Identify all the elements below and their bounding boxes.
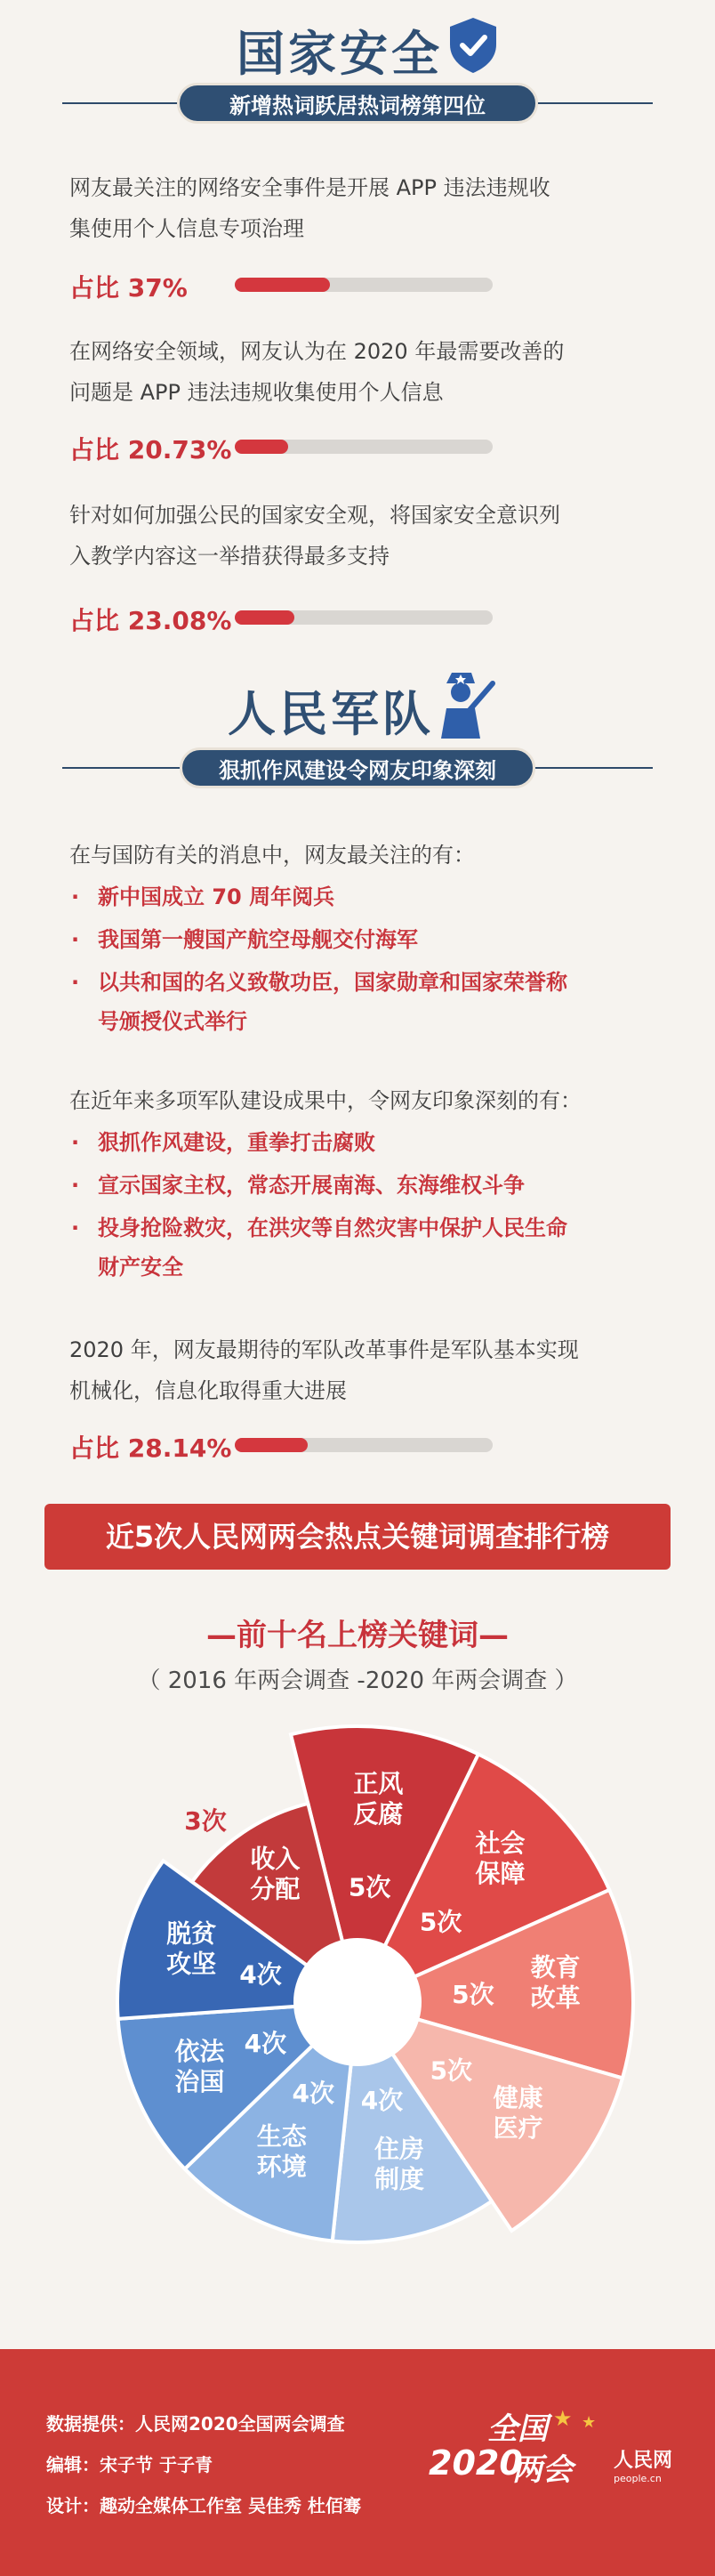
pie-value-label: 4次 bbox=[360, 2086, 404, 2116]
footer-design: 设计：趣动全媒体工作室 吴佳秀 杜佰骞 bbox=[46, 2495, 361, 2516]
section1-item3-text bbox=[69, 495, 639, 577]
ranking-subheading: （ 2016 年两会调查 -2020 年两会调查 ） bbox=[137, 1668, 578, 1694]
section1-title-row bbox=[0, 16, 715, 82]
pie-label: 住房 bbox=[374, 2134, 425, 2164]
section1-item2-line2: 问题是 APP 违法违规收集使用个人信息 bbox=[69, 380, 444, 405]
bullet-dot: · bbox=[71, 970, 80, 995]
pie-label: 环境 bbox=[256, 2152, 307, 2182]
pie-label: 依法 bbox=[174, 2037, 225, 2067]
bullet-dot: · bbox=[71, 884, 80, 909]
soldier-icon bbox=[425, 669, 496, 740]
section1-item2-pct: 占比 20.73% bbox=[69, 435, 232, 464]
pie-label: 生态 bbox=[256, 2121, 307, 2152]
pie-value-label: 4次 bbox=[239, 1959, 282, 1990]
section2-para-line2: 机械化，信息化取得重大进展 bbox=[69, 1378, 347, 1403]
list1-item3-line1: 以共和国的名义致敬功臣，国家勋章和国家荣誉称 bbox=[98, 970, 567, 995]
pie-center-hole bbox=[295, 1940, 420, 2064]
bullet-dot: · bbox=[71, 1130, 80, 1155]
pie-value-label: 4次 bbox=[292, 2078, 335, 2108]
section2-subtitle: 狠抓作风建设令网友印象深刻 bbox=[219, 758, 496, 783]
bullet-dot: · bbox=[71, 927, 80, 952]
section1-title: 国家安全 bbox=[237, 26, 443, 82]
section1-item3-line2: 入教学内容这一举措获得最多支持 bbox=[69, 544, 390, 569]
section2-title-row bbox=[0, 669, 715, 740]
pie-value-label: 5次 bbox=[452, 1979, 494, 2009]
list-item bbox=[71, 1208, 640, 1287]
pie-value-label: 5次 bbox=[430, 2055, 473, 2086]
footer-data-source: 数据提供：人民网2020全国两会调查 bbox=[46, 2413, 345, 2435]
pie-label: 改革 bbox=[530, 1982, 581, 2013]
section1-subtitle: 新增热词跃居热词榜第四位 bbox=[229, 93, 486, 118]
section1-item2-bar bbox=[235, 440, 493, 454]
star-icon: ★ bbox=[582, 2413, 597, 2432]
ranking-banner bbox=[44, 1504, 671, 1570]
pie-label: 脱贫 bbox=[166, 1918, 217, 1949]
section1-item3-pct: 占比 23.08% bbox=[69, 606, 232, 635]
footer-editors: 编辑：宋子节 于子青 bbox=[46, 2454, 213, 2475]
list-item bbox=[71, 1123, 640, 1162]
section1-item3-bar bbox=[235, 610, 493, 625]
shield-check-icon bbox=[446, 16, 500, 75]
section2-title: 人民军队 bbox=[228, 686, 434, 742]
footer bbox=[0, 2349, 715, 2576]
section2-intro1: 在与国防有关的消息中，网友最关注的有： bbox=[69, 843, 475, 868]
section1-item1-line2: 集使用个人信息专项治理 bbox=[69, 216, 304, 241]
pie-label: 收入 bbox=[250, 1844, 301, 1874]
pie-label: 健康 bbox=[493, 2083, 543, 2113]
list-item bbox=[71, 877, 640, 917]
list2-item3-line2: 财产安全 bbox=[98, 1255, 183, 1280]
pie-label: 治国 bbox=[174, 2067, 225, 2097]
pie-label: 社会 bbox=[475, 1828, 526, 1858]
list-item bbox=[71, 963, 640, 1041]
bullet-dot: · bbox=[71, 1215, 80, 1240]
section1-item1-bar-fill bbox=[235, 278, 330, 292]
list2-item3-line1: 投身抢险救灾，在洪灾等自然灾害中保护人民生命 bbox=[98, 1215, 567, 1240]
section1-item1-bar bbox=[235, 278, 493, 292]
section1-item3-bar-fill bbox=[235, 610, 294, 625]
pie-value-label: 5次 bbox=[419, 1907, 462, 1937]
section2-intro2: 在近年来多项军队建设成果中，令网友印象深刻的有： bbox=[69, 1088, 582, 1113]
section1-item1-text bbox=[69, 167, 639, 249]
section1-subtitle-pill bbox=[177, 83, 538, 124]
ranking-banner-text: 近5次人民网两会热点关键词调查排行榜 bbox=[105, 1520, 610, 1554]
pie-value-label: 3次 bbox=[184, 1806, 227, 1837]
ranking-heading: —前十名上榜关键词— bbox=[206, 1618, 509, 1653]
brand-name: 人民网 bbox=[614, 2449, 673, 2472]
section1-item3-line1: 针对如何加强公民的国家安全观，将国家安全意识列 bbox=[69, 503, 560, 528]
section2-bar-fill bbox=[235, 1438, 308, 1452]
lianghui-logo bbox=[429, 2404, 624, 2511]
logo-top: 全国 bbox=[487, 2411, 548, 2447]
pie-value-label: 5次 bbox=[348, 1872, 391, 1902]
list2-item2: 宣示国家主权，常态开展南海、东海维权斗争 bbox=[98, 1173, 525, 1198]
list1-item3-line2: 号颁授仪式举行 bbox=[98, 1009, 247, 1034]
section2-bar bbox=[235, 1438, 493, 1452]
list1-item1: 新中国成立 70 周年阅兵 bbox=[98, 884, 335, 909]
pie-label: 分配 bbox=[250, 1874, 301, 1904]
pie-value-label: 4次 bbox=[244, 2029, 287, 2059]
pie-label: 教育 bbox=[530, 1952, 581, 1982]
keyword-pie-chart bbox=[0, 1717, 715, 2287]
list2-item1: 狠抓作风建设，重拳打击腐败 bbox=[98, 1130, 375, 1155]
section1-item2-bar-fill bbox=[235, 440, 288, 454]
section1-item2-line1: 在网络安全领域，网友认为在 2020 年最需要改善的 bbox=[69, 339, 565, 364]
section2-para-line1: 2020 年，网友最期待的军队改革事件是军队基本实现 bbox=[69, 1337, 579, 1362]
pie-label: 医疗 bbox=[493, 2113, 543, 2144]
section1-item1-pct: 占比 37% bbox=[69, 273, 188, 303]
list-item bbox=[71, 920, 640, 959]
logo-year: 2020 bbox=[429, 2443, 523, 2483]
bullet-dot: · bbox=[71, 1173, 80, 1198]
section1-item2-text bbox=[69, 331, 639, 413]
pie-label: 保障 bbox=[475, 1858, 526, 1888]
list1-item2: 我国第一艘国产航空母舰交付海军 bbox=[98, 927, 418, 952]
pie-label: 正风 bbox=[353, 1769, 404, 1799]
section2-para bbox=[69, 1329, 639, 1411]
brand-url: people.cn bbox=[614, 2473, 662, 2484]
section2-subtitle-pill bbox=[180, 747, 535, 788]
star-icon: ★ bbox=[553, 2406, 573, 2431]
list-item bbox=[71, 1166, 640, 1205]
pie-label: 制度 bbox=[374, 2164, 425, 2194]
section1-item1-line1: 网友最关注的网络安全事件是开展 APP 违法违规收 bbox=[69, 175, 550, 200]
section2-pct: 占比 28.14% bbox=[69, 1433, 232, 1463]
logo-bottom: 两会 bbox=[512, 2452, 573, 2488]
people-logo bbox=[614, 2445, 703, 2484]
pie-label: 反腐 bbox=[353, 1799, 404, 1829]
pie-label: 攻坚 bbox=[166, 1949, 217, 1979]
